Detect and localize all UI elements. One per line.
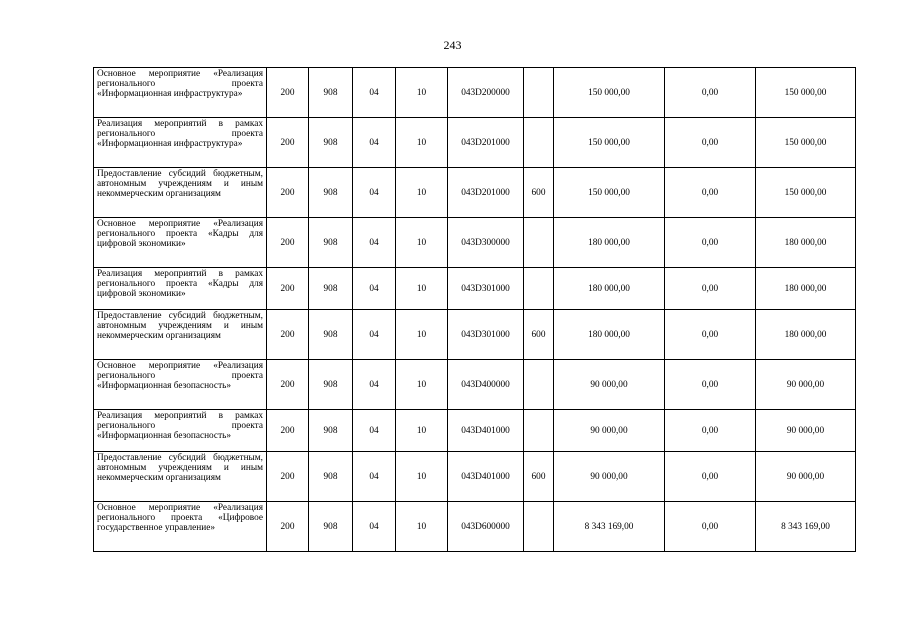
cell-admin-code: 200 [267, 410, 309, 452]
cell-section-code: 04 [353, 502, 396, 552]
cell-admin-code: 200 [267, 360, 309, 410]
cell-section-code: 04 [353, 360, 396, 410]
cell-expense-type [524, 410, 554, 452]
cell-amount-1: 90 000,00 [554, 410, 665, 452]
cell-expense-type: 600 [524, 310, 554, 360]
cell-subsection-code: 10 [396, 410, 448, 452]
cell-target-article: 043D400000 [448, 360, 524, 410]
cell-subsection-code: 10 [396, 502, 448, 552]
cell-expense-type [524, 502, 554, 552]
cell-admin-code: 200 [267, 452, 309, 502]
table-body [94, 68, 856, 552]
cell-grbs-code: 908 [309, 168, 353, 218]
cell-grbs-code: 908 [309, 268, 353, 310]
cell-amount-3: 150 000,00 [756, 168, 856, 218]
cell-section-code: 04 [353, 310, 396, 360]
cell-amount-2: 0,00 [665, 118, 756, 168]
cell-target-article: 043D200000 [448, 68, 524, 118]
cell-target-article: 043D201000 [448, 168, 524, 218]
cell-amount-2: 0,00 [665, 68, 756, 118]
cell-name: Реализация мероприятий в рамках регионального проекта «Кадры для цифровой экономики» [94, 268, 267, 310]
cell-expense-type [524, 268, 554, 310]
cell-section-code: 04 [353, 268, 396, 310]
cell-subsection-code: 10 [396, 310, 448, 360]
cell-amount-1: 180 000,00 [554, 310, 665, 360]
cell-grbs-code: 908 [309, 218, 353, 268]
budget-table [93, 67, 856, 552]
cell-target-article: 043D600000 [448, 502, 524, 552]
cell-admin-code: 200 [267, 268, 309, 310]
cell-amount-1: 8 343 169,00 [554, 502, 665, 552]
cell-target-article: 043D201000 [448, 118, 524, 168]
cell-grbs-code: 908 [309, 502, 353, 552]
cell-admin-code: 200 [267, 168, 309, 218]
cell-subsection-code: 10 [396, 68, 448, 118]
cell-amount-2: 0,00 [665, 502, 756, 552]
cell-admin-code: 200 [267, 118, 309, 168]
cell-amount-2: 0,00 [665, 268, 756, 310]
cell-amount-1: 180 000,00 [554, 218, 665, 268]
cell-subsection-code: 10 [396, 118, 448, 168]
cell-grbs-code: 908 [309, 118, 353, 168]
cell-admin-code: 200 [267, 68, 309, 118]
cell-subsection-code: 10 [396, 268, 448, 310]
table-row [94, 68, 856, 118]
cell-amount-3: 90 000,00 [756, 360, 856, 410]
cell-amount-3: 180 000,00 [756, 268, 856, 310]
cell-grbs-code: 908 [309, 310, 353, 360]
cell-name: Предоставление субсидий бюджетным, автономным учреждениям и иным некоммерческим организациям [94, 168, 267, 218]
cell-amount-1: 90 000,00 [554, 452, 665, 502]
table-row [94, 410, 856, 452]
cell-admin-code: 200 [267, 310, 309, 360]
cell-amount-2: 0,00 [665, 452, 756, 502]
cell-amount-1: 150 000,00 [554, 168, 665, 218]
cell-name: Основное мероприятие «Реализация регионального проекта «Информационная безопасность» [94, 360, 267, 410]
cell-name: Реализация мероприятий в рамках регионального проекта «Информационная инфраструктура» [94, 118, 267, 168]
cell-name: Основное мероприятие «Реализация регионального проекта «Цифровое государственное управление» [94, 502, 267, 552]
cell-target-article: 043D301000 [448, 310, 524, 360]
table-row [94, 268, 856, 310]
cell-amount-3: 90 000,00 [756, 410, 856, 452]
table-row [94, 218, 856, 268]
cell-expense-type: 600 [524, 452, 554, 502]
cell-grbs-code: 908 [309, 452, 353, 502]
cell-subsection-code: 10 [396, 218, 448, 268]
cell-target-article: 043D401000 [448, 410, 524, 452]
cell-name: Основное мероприятие «Реализация регионального проекта «Кадры для цифровой экономики» [94, 218, 267, 268]
cell-name: Предоставление субсидий бюджетным, автономным учреждениям и иным некоммерческим организациям [94, 310, 267, 360]
cell-target-article: 043D401000 [448, 452, 524, 502]
cell-target-article: 043D300000 [448, 218, 524, 268]
cell-admin-code: 200 [267, 502, 309, 552]
cell-admin-code: 200 [267, 218, 309, 268]
cell-name: Предоставление субсидий бюджетным, автономным учреждениям и иным некоммерческим организациям [94, 452, 267, 502]
cell-target-article: 043D301000 [448, 268, 524, 310]
table-row [94, 452, 856, 502]
cell-subsection-code: 10 [396, 360, 448, 410]
cell-amount-2: 0,00 [665, 168, 756, 218]
cell-amount-1: 150 000,00 [554, 68, 665, 118]
table-row [94, 502, 856, 552]
cell-grbs-code: 908 [309, 68, 353, 118]
page-number: 243 [443, 38, 462, 52]
cell-amount-3: 150 000,00 [756, 68, 856, 118]
cell-subsection-code: 10 [396, 168, 448, 218]
cell-name: Реализация мероприятий в рамках регионального проекта «Информационная безопасность» [94, 410, 267, 452]
cell-amount-1: 150 000,00 [554, 118, 665, 168]
cell-amount-3: 180 000,00 [756, 310, 856, 360]
cell-section-code: 04 [353, 118, 396, 168]
cell-expense-type: 600 [524, 168, 554, 218]
table-row [94, 360, 856, 410]
cell-expense-type [524, 68, 554, 118]
cell-amount-3: 150 000,00 [756, 118, 856, 168]
table-row [94, 118, 856, 168]
cell-section-code: 04 [353, 218, 396, 268]
cell-section-code: 04 [353, 452, 396, 502]
cell-expense-type [524, 360, 554, 410]
cell-grbs-code: 908 [309, 360, 353, 410]
cell-grbs-code: 908 [309, 410, 353, 452]
cell-section-code: 04 [353, 410, 396, 452]
cell-expense-type [524, 118, 554, 168]
cell-expense-type [524, 218, 554, 268]
cell-amount-3: 8 343 169,00 [756, 502, 856, 552]
cell-section-code: 04 [353, 168, 396, 218]
cell-name: Основное мероприятие «Реализация регионального проекта «Информационная инфраструктура» [94, 68, 267, 118]
cell-amount-2: 0,00 [665, 310, 756, 360]
cell-amount-3: 90 000,00 [756, 452, 856, 502]
table-row [94, 310, 856, 360]
cell-section-code: 04 [353, 68, 396, 118]
table-row [94, 168, 856, 218]
cell-amount-1: 90 000,00 [554, 360, 665, 410]
cell-amount-2: 0,00 [665, 410, 756, 452]
cell-amount-2: 0,00 [665, 360, 756, 410]
cell-amount-3: 180 000,00 [756, 218, 856, 268]
cell-amount-2: 0,00 [665, 218, 756, 268]
cell-amount-1: 180 000,00 [554, 268, 665, 310]
cell-subsection-code: 10 [396, 452, 448, 502]
